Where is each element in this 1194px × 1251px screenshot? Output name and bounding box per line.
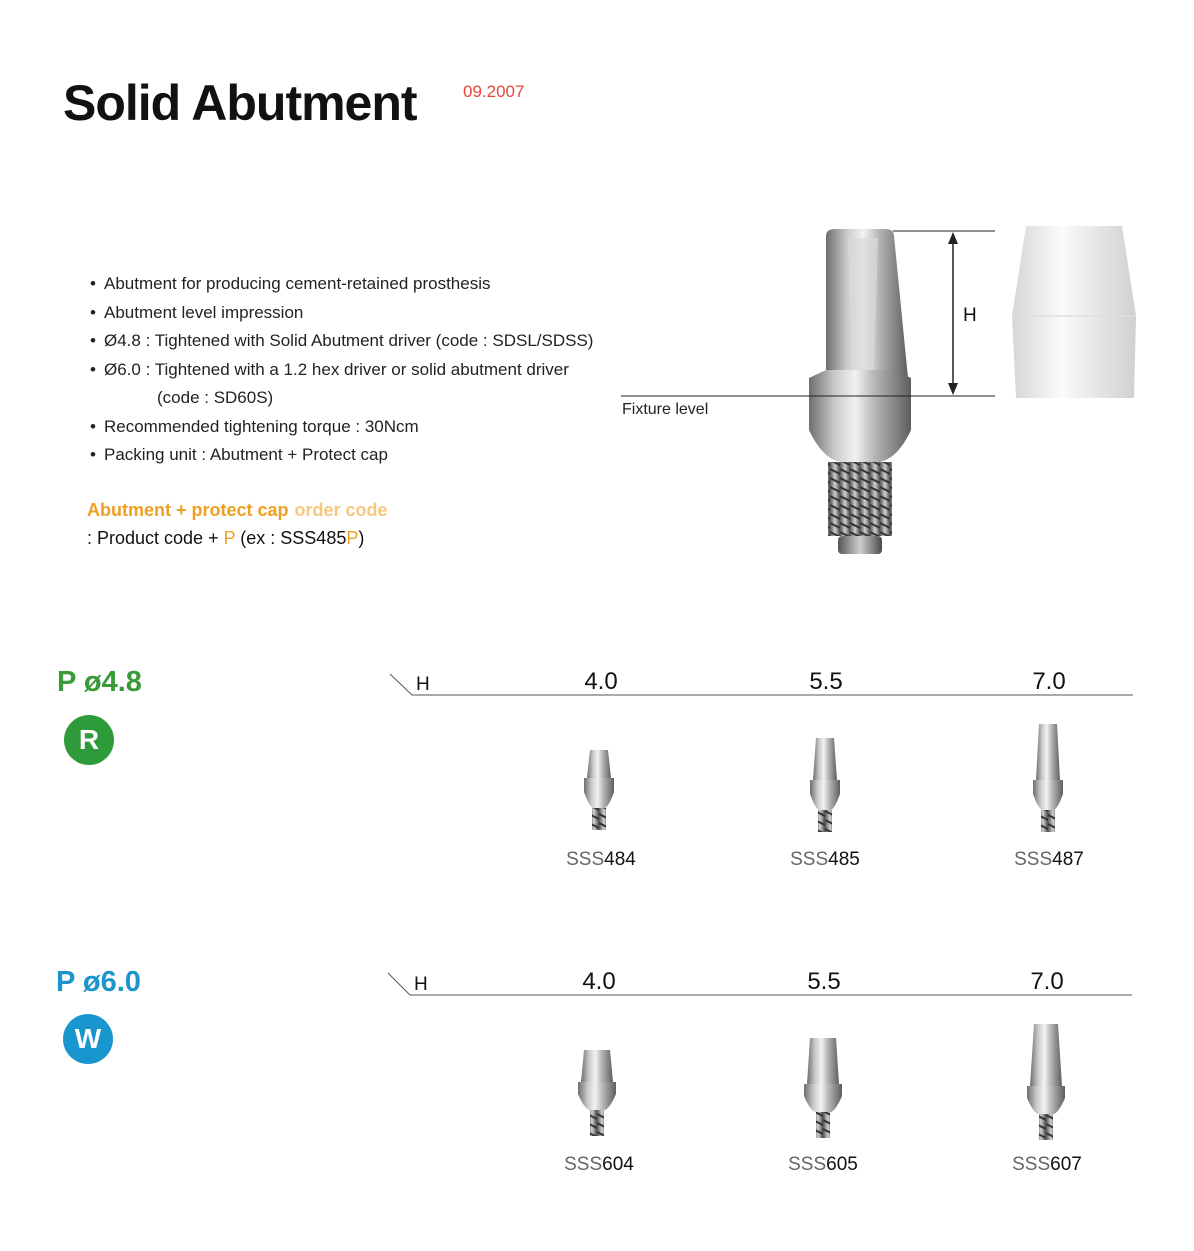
feature-item: • Abutment for producing cement-retained prosthesis (90, 272, 593, 301)
abutment-thumb-485 (810, 738, 840, 832)
height-value: 4.0 (582, 968, 616, 995)
height-column-header: H (416, 674, 430, 695)
order-rule-example: (ex : SSS485 (235, 528, 347, 548)
section-title-wide: P ø6.0 (56, 966, 141, 998)
feature-item: • Recommended tightening torque : 30Ncm (90, 415, 593, 444)
product-code (544, 1154, 654, 1176)
abutment-thumb-484 (584, 750, 614, 830)
abutment-large-image (809, 229, 911, 554)
product-code-prefix: SSS (564, 1154, 603, 1175)
platform-badge-r: R (64, 715, 114, 765)
product-code-number: 607 (1050, 1154, 1082, 1175)
height-value: 4.0 (584, 668, 618, 695)
order-rule-text: : Product code + (87, 528, 224, 548)
order-rule-end: ) (358, 528, 365, 548)
height-value: 7.0 (1030, 968, 1064, 995)
order-heading-sub: order code (294, 500, 388, 520)
product-code (770, 849, 880, 871)
platform-badge-w: W (63, 1014, 113, 1064)
order-rule-example-suffix: P (346, 528, 359, 548)
abutment-thumb-487 (1033, 724, 1063, 832)
height-label: H (963, 305, 977, 326)
product-code (768, 1154, 878, 1176)
product-code-number: 484 (604, 849, 636, 870)
order-heading-main: Abutment + protect cap (87, 500, 289, 520)
feature-item: • Packing unit : Abutment + Protect cap (90, 443, 593, 472)
feature-item-continuation: (code : SD60S) (157, 388, 274, 407)
feature-item: • Ø6.0 : Tightened with a 1.2 hex driver or solid abutment driver (90, 358, 593, 387)
product-code-prefix: SSS (1014, 849, 1053, 870)
height-column-header: H (414, 974, 428, 995)
height-value: 5.5 (807, 968, 841, 995)
product-code-prefix: SSS (566, 849, 605, 870)
abutment-thumb-607 (1027, 1024, 1065, 1140)
product-code (546, 849, 656, 871)
product-code-prefix: SSS (1012, 1154, 1051, 1175)
page-title: Solid Abutment (63, 75, 417, 131)
product-code (992, 1154, 1102, 1176)
height-value: 5.5 (809, 668, 843, 695)
product-code-number: 485 (828, 849, 860, 870)
height-value: 7.0 (1032, 668, 1066, 695)
publish-date: 09.2007 (463, 82, 525, 101)
fixture-level-label: Fixture level (622, 401, 709, 418)
feature-item: • Ø4.8 : Tightened with Solid Abutment driver (code : SDSL/SDSS) (90, 329, 593, 358)
product-code-prefix: SSS (788, 1154, 827, 1175)
feature-item: • Abutment level impression (90, 301, 593, 330)
section-title-regular: P ø4.8 (57, 666, 142, 698)
abutment-thumb-604 (578, 1050, 616, 1136)
product-code-prefix: SSS (790, 849, 829, 870)
product-code-number: 605 (826, 1154, 858, 1175)
order-code-heading (87, 500, 388, 521)
abutment-thumb-605 (804, 1038, 842, 1138)
order-code-rule (87, 528, 364, 549)
feature-list (90, 272, 593, 472)
product-code (994, 849, 1104, 871)
product-code-number: 487 (1052, 849, 1084, 870)
order-rule-suffix: P (223, 528, 236, 548)
product-code-number: 604 (602, 1154, 634, 1175)
protect-cap-image (1012, 226, 1136, 398)
